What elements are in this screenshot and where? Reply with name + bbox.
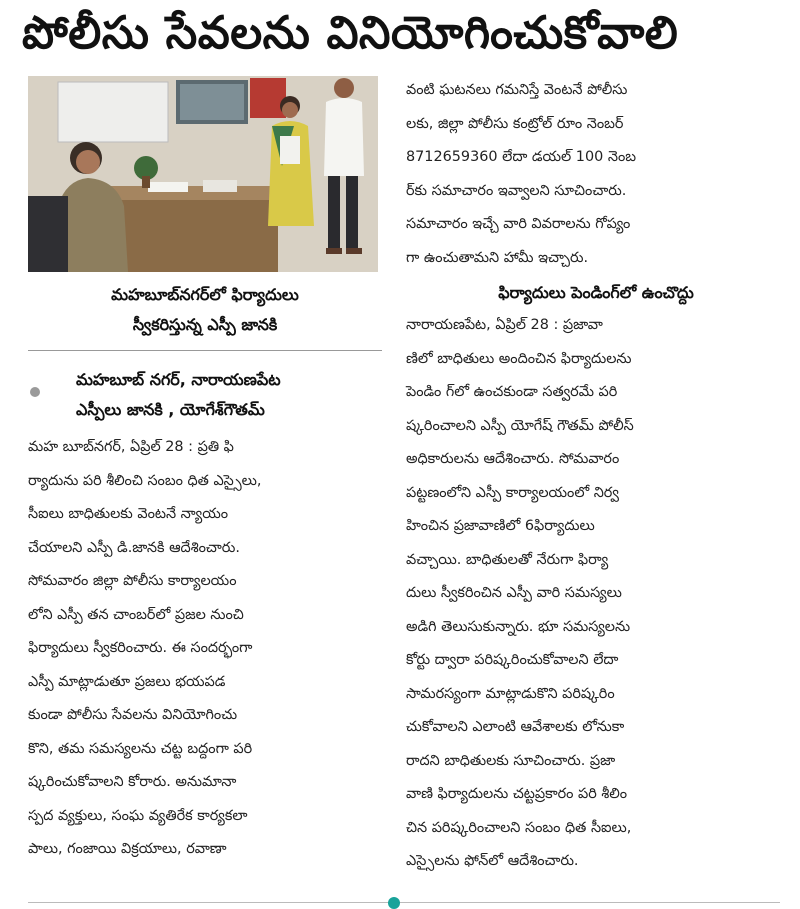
text-line: చేయాలని ఎస్పీ డి.జానకి ఆదేశించారు. <box>28 539 240 556</box>
text-line: సమాచారం ఇచ్చే వారి వివరాలను గోప్యం <box>406 216 631 232</box>
sub-headline-line-1: మహబూబ్ నగర్, నారాయణపేట <box>76 370 281 389</box>
text-line: ణిలో బాధితులు అందించిన ఫిర్యాదులను <box>406 350 632 367</box>
bottom-divider <box>28 902 780 903</box>
news-photo <box>28 76 378 272</box>
left-article-body <box>28 431 382 867</box>
text-line: రాదని బాధితులకు సూచించారు. ప్రజా <box>406 752 616 769</box>
divider <box>28 350 382 351</box>
text-line: నారాయణపేట, ఏప్రిల్ 28 : ప్రజావా <box>406 317 603 333</box>
text-line: ర్‌కు సమాచారం ఇవ్వాలని సూచించారు. <box>406 182 627 199</box>
page-marker-dot <box>388 897 400 909</box>
caption-line-1: మహబూబ్‌నగర్‌లో ఫిర్యాదులు <box>111 285 299 304</box>
text-line: హించిన ప్రజావాణిలో 6ఫిర్యాదులు <box>406 518 595 534</box>
text-line: ఫిర్యాదులు స్వీకరించారు. ఈ సందర్భంగా <box>28 640 253 656</box>
caption-line-2: స్వీకరిస్తున్న ఎస్పీ జానకి <box>132 315 278 334</box>
text-line: గా ఉంచుతామని హామీ ఇచ్చారు. <box>406 249 589 266</box>
text-line: ఎస్సైలను ఫోన్‌లో ఆదేశించారు. <box>406 853 579 869</box>
right-article-body-top <box>406 74 786 275</box>
text-line: ష్కరించుకోవాలని కోరారు. అనుమానా <box>28 774 237 790</box>
sub-headline-line-2: ఎస్పీలు జానకి , యోగేశ్‌గౌతమ్ <box>76 400 265 419</box>
bullet-dot <box>30 387 40 397</box>
text-line: సామరస్యంగా మాట్లాడుకొని పరిష్కరిం <box>406 685 615 702</box>
page-title: పోలీసు సేవలను వినియోగించుకోవాలి <box>22 6 679 59</box>
text-line: వంటి ఘటనలు గమనిస్తే వెంటనే పోలీసు <box>406 82 628 98</box>
sub-headline <box>28 365 382 425</box>
text-line: చుకోవాలని ఎలాంటి ఆవేశాలకు లోనుకా <box>406 719 625 735</box>
text-line: ష్కరించాలని ఎస్పీ యోగేష్ గౌతమ్ పోలీస్ <box>406 417 634 434</box>
text-line: దులు స్వీకరించిన ఎస్పీ వారి సమస్యలు <box>406 585 622 601</box>
text-line: పెండిం గ్‌లో ఉంచకుండా సత్వరమే పరి <box>406 384 618 400</box>
text-line: ఎస్పీ మాట్లాడుతూ ప్రజలు భయపడ <box>28 673 226 690</box>
text-line: కుండా పోలీసు సేవలను వినియోగించు <box>28 707 238 723</box>
text-line: కొని, తమ సమస్యలను చట్ట బద్దంగా పరి <box>28 740 253 757</box>
right-article-body-bottom <box>406 309 786 879</box>
text-line: పాలు, గంజాయి విక్రయాలు, రవాణా <box>28 841 227 857</box>
photo-icon <box>28 76 378 272</box>
text-line: కోర్టు ద్వారా పరిష్కరించుకోవాలని లేదా <box>406 652 619 668</box>
text-line: స్పద వ్యక్తులు, సంఘ వ్యతిరేక కార్యకలా <box>28 807 248 824</box>
text-line: అడిగి తెలుసుకున్నారు. భూ సమస్యలను <box>406 618 631 635</box>
text-line: చిన పరిష్కరించాలని సంబం ధిత సీఐలు, <box>406 819 632 836</box>
text-line: లోని ఎస్పీ తన చాంబర్‌లో ప్రజల నుంచి <box>28 606 244 623</box>
text-line: సోమవారం జిల్లా పోలీసు కార్యాలయం <box>28 573 237 589</box>
text-line: మహ బూబ్‌నగర్, ఏప్రిల్ 28 : ప్రతి ఫి <box>28 439 234 455</box>
section-subhead: ఫిర్యాదులు పెండింగ్‌లో ఉంచొద్దు <box>498 283 694 302</box>
photo-caption <box>28 280 382 340</box>
text-line: ర్యాదును పరి శీలించి సంబం ధిత ఎస్సైలు, <box>28 472 262 489</box>
text-line: వచ్చాయి. బాధితులతో నేరుగా ఫిర్యా <box>406 551 609 568</box>
text-line: అధికారులను ఆదేశించారు. సోమవారం <box>406 451 620 467</box>
left-column <box>28 76 382 867</box>
text-line: 8712659360 లేదా డయల్ 100 నెంబ <box>406 149 637 165</box>
text-line: లకు, జిల్లా పోలీసు కంట్రోల్ రూం నెంబర్ <box>406 115 624 132</box>
right-column <box>406 74 786 879</box>
text-line: సీఐలు బాధితులకు వెంటనే న్యాయం <box>28 506 229 522</box>
text-line: పట్టణంలోని ఎస్పీ కార్యాలయంలో నిర్వ <box>406 484 619 501</box>
text-line: వాణి ఫిర్యాదులను చట్టప్రకారం పరి శీలిం <box>406 786 627 802</box>
